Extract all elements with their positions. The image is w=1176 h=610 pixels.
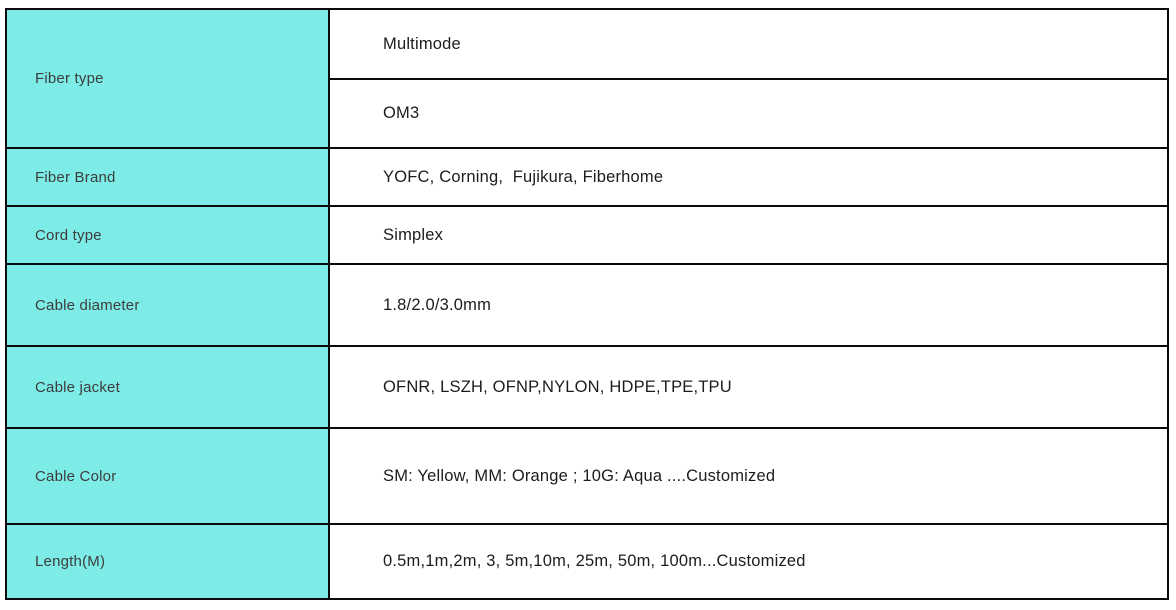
row-label-cord-type: Cord type bbox=[6, 206, 329, 264]
row-label-cable-jacket: Cable jacket bbox=[6, 346, 329, 428]
cell-fiber-type-multimode: Multimode bbox=[329, 9, 1168, 79]
table-row bbox=[6, 9, 1168, 79]
row-label-fiber-brand: Fiber Brand bbox=[6, 148, 329, 206]
row-label-cable-color: Cable Color bbox=[6, 428, 329, 524]
table-row bbox=[6, 148, 1168, 206]
table-row bbox=[6, 346, 1168, 428]
cell-fiber-brand-value: YOFC, Corning, Fujikura, Fiberhome bbox=[329, 148, 1168, 206]
cell-cable-diameter-value: 1.8/2.0/3.0mm bbox=[329, 264, 1168, 346]
cell-cord-type-value: Simplex bbox=[329, 206, 1168, 264]
cell-cable-jacket-value: OFNR, LSZH, OFNP,NYLON, HDPE,TPE,TPU bbox=[329, 346, 1168, 428]
table-row bbox=[6, 264, 1168, 346]
row-label-cable-diameter: Cable diameter bbox=[6, 264, 329, 346]
cell-length-value: 0.5m,1m,2m, 3, 5m,10m, 25m, 50m, 100m...Customized bbox=[329, 524, 1168, 599]
fiber-spec-table bbox=[5, 8, 1169, 600]
table-row bbox=[6, 524, 1168, 599]
row-label-fiber-type: Fiber type bbox=[6, 9, 329, 148]
table-row bbox=[6, 206, 1168, 264]
row-label-length: Length(M) bbox=[6, 524, 329, 599]
cell-cable-color-value: SM: Yellow, MM: Orange ; 10G: Aqua ....Customized bbox=[329, 428, 1168, 524]
table-row bbox=[6, 428, 1168, 524]
cell-fiber-type-om3: OM3 bbox=[329, 79, 1168, 148]
